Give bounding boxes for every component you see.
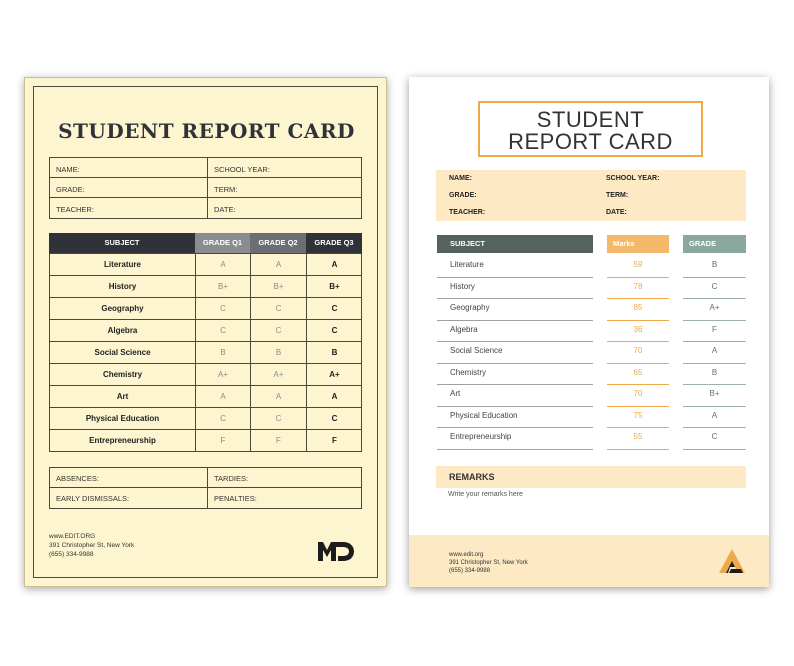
website-text: www.edit.org	[449, 552, 484, 558]
info-row	[436, 204, 746, 221]
grade-q2-cell: A	[275, 392, 282, 401]
subject-cell: Entrepreneurship	[437, 428, 593, 450]
tardies-label: TARDIES:	[214, 474, 249, 483]
grade-q2-cell: C	[275, 326, 282, 335]
right-footer	[409, 535, 769, 587]
grade-q1-header: GRADE Q1	[195, 233, 250, 253]
subject-header: SUBJECT	[437, 235, 593, 253]
grade-q2-cell: C	[275, 414, 282, 423]
grade-q3-cell: A	[331, 392, 338, 401]
grade-cell: A	[683, 342, 746, 364]
grade-q3-cell: B	[331, 348, 338, 357]
subject-cell: Art	[437, 385, 593, 407]
grade-q3-cell: A+	[329, 370, 340, 379]
grade-q1-cell: B+	[217, 282, 228, 291]
grade-q1-cell: B	[220, 348, 226, 357]
grade-cell: B+	[683, 385, 746, 407]
marks-header: Marks	[607, 235, 669, 253]
left-title: STUDENT REPORT CARD	[58, 119, 355, 143]
penalties-label: PENALTIES:	[214, 494, 257, 503]
marks-cell: 85	[607, 299, 669, 321]
table-row	[50, 254, 361, 276]
table-row	[50, 386, 361, 408]
grade-cell: B	[683, 256, 746, 278]
left-report-card	[24, 77, 387, 587]
grade-cell: F	[683, 321, 746, 343]
subject-cell: Literature	[104, 260, 141, 269]
grade-q1-cell: C	[220, 326, 226, 335]
table-row	[50, 276, 361, 298]
marks-cell: 78	[607, 278, 669, 300]
marks-cell: 55	[607, 428, 669, 450]
table-row	[50, 342, 361, 364]
grade-q3-cell: F	[332, 436, 337, 445]
subject-cell: History	[437, 278, 593, 300]
grade-label: GRADE:	[56, 185, 85, 194]
a-logo-icon	[718, 548, 746, 574]
phone-text: (655) 334-9988	[449, 568, 491, 574]
grade-cell: A	[683, 407, 746, 429]
teacher-label: TEACHER:	[56, 205, 94, 214]
grade-q3-cell: C	[331, 414, 338, 423]
grade-label: GRADE:	[449, 192, 477, 199]
grade-q3-cell: C	[331, 304, 338, 313]
early-dismissals-label: EARLY DISMISSALS:	[56, 494, 130, 503]
grade-q1-cell: C	[220, 414, 226, 423]
address-text: 391 Christopher St, New York	[449, 560, 528, 566]
info-row	[50, 158, 361, 178]
marks-cell: 75	[607, 407, 669, 429]
absences-label: ABSENCES:	[56, 474, 99, 483]
right-title-line1: STUDENT	[536, 107, 645, 132]
grade-q2-cell: B	[275, 348, 282, 357]
right-footer-contact	[449, 551, 528, 575]
left-footer-contact	[49, 532, 134, 559]
right-title-line2: REPORT CARD	[508, 129, 673, 154]
subject-cell: Chemistry	[437, 364, 593, 386]
marks-cell: 70	[607, 385, 669, 407]
remarks-placeholder[interactable]: Write your remarks here	[448, 491, 523, 498]
phone-text: (655) 334-9988	[49, 551, 94, 558]
attendance-row	[50, 488, 361, 508]
grade-q1-cell: A	[220, 392, 226, 401]
subject-header: SUBJECT	[49, 233, 195, 253]
info-row	[436, 170, 746, 187]
teacher-label: TEACHER:	[449, 209, 486, 216]
info-row	[50, 178, 361, 198]
subject-cell: Chemistry	[102, 370, 143, 379]
term-label: TERM:	[214, 185, 238, 194]
subject-cell: Social Science	[94, 348, 151, 357]
grade-cell: A+	[683, 299, 746, 321]
grade-q1-cell: F	[220, 436, 226, 445]
right-title-box	[478, 101, 703, 157]
info-row	[436, 187, 746, 204]
marks-column	[607, 256, 669, 450]
grade-q3-cell: C	[331, 326, 338, 335]
grade-q3-cell: B+	[329, 282, 340, 291]
left-attendance-table	[49, 467, 362, 509]
grade-q2-cell: A+	[273, 370, 284, 379]
marks-cell: 36	[607, 321, 669, 343]
md-logo-icon	[317, 539, 355, 563]
subject-cell: History	[108, 282, 137, 291]
school-year-label: SCHOOL YEAR:	[214, 165, 270, 174]
grade-table-body	[49, 253, 362, 452]
grade-cell: C	[683, 278, 746, 300]
left-info-table	[49, 157, 362, 219]
grade-q2-cell: A	[275, 260, 282, 269]
grade-q2-header: GRADE Q2	[250, 233, 306, 253]
subject-cell: Algebra	[437, 321, 593, 343]
right-info-block	[436, 170, 746, 221]
subject-cell: Physical Education	[85, 414, 160, 423]
subject-cell: Physical Education	[437, 407, 593, 429]
subject-cell: Geography	[437, 299, 593, 321]
table-row	[50, 430, 361, 452]
marks-cell: 59	[607, 256, 669, 278]
name-label: NAME:	[449, 175, 472, 182]
website-text: www.EDIT.ORG	[49, 533, 96, 540]
subject-cell: Art	[116, 392, 129, 401]
left-grade-table	[49, 233, 362, 452]
grade-q1-cell: A+	[217, 370, 228, 379]
grade-q1-cell: C	[220, 304, 226, 313]
grade-cell: C	[683, 428, 746, 450]
table-row	[50, 408, 361, 430]
left-inner-border	[33, 86, 378, 578]
school-year-label: SCHOOL YEAR:	[606, 175, 660, 182]
term-label: TERM:	[606, 192, 629, 199]
subject-cell: Literature	[437, 256, 593, 278]
grade-q2-cell: F	[276, 436, 281, 445]
subject-cell: Social Science	[437, 342, 593, 364]
subject-column	[437, 256, 593, 450]
grade-column	[683, 256, 746, 450]
address-text: 391 Christopher St, New York	[49, 542, 135, 549]
grade-q1-cell: A	[220, 260, 226, 269]
table-row	[50, 364, 361, 386]
grade-q3-header: GRADE Q3	[306, 233, 362, 253]
subject-cell: Entrepreneurship	[89, 436, 156, 445]
info-row	[50, 198, 361, 218]
date-label: DATE:	[606, 209, 627, 216]
marks-cell: 65	[607, 364, 669, 386]
name-label: NAME:	[56, 165, 80, 174]
marks-cell: 70	[607, 342, 669, 364]
grade-q3-cell: A	[331, 260, 338, 269]
remarks-title: REMARKS	[436, 466, 746, 488]
table-row	[50, 298, 361, 320]
table-row	[50, 320, 361, 342]
grade-header: GRADE	[683, 235, 746, 253]
attendance-row	[50, 468, 361, 488]
subject-cell: Algebra	[107, 326, 138, 335]
grade-cell: B	[683, 364, 746, 386]
subject-cell: Geography	[101, 304, 144, 313]
right-report-card	[409, 77, 769, 587]
grade-q2-cell: B+	[273, 282, 284, 291]
grade-q2-cell: C	[275, 304, 282, 313]
grade-table-header	[49, 233, 362, 253]
date-label: DATE:	[214, 205, 236, 214]
